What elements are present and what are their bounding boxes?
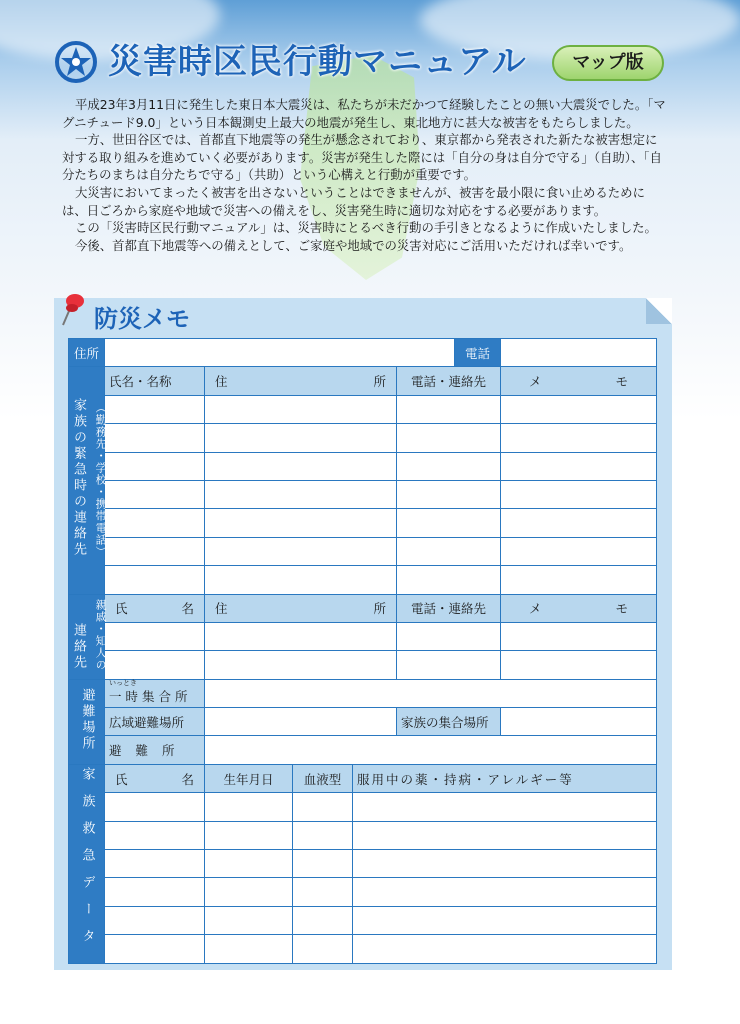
address-cell[interactable] <box>205 537 397 565</box>
table-row <box>69 935 657 963</box>
family-contact-header-row <box>69 367 657 395</box>
col-address-a: 住 <box>215 374 228 390</box>
address-cell[interactable] <box>205 566 397 594</box>
col-address-b: 所 <box>373 601 386 617</box>
blood-type-cell[interactable] <box>293 906 353 934</box>
temporary-assembly-label <box>105 679 205 707</box>
birthdate-cell[interactable] <box>205 906 293 934</box>
memo-cell[interactable] <box>501 480 657 508</box>
col-phone-contact: 電話・連絡先 <box>397 367 501 395</box>
name-cell[interactable] <box>105 622 205 650</box>
name-cell[interactable] <box>105 878 205 906</box>
col-memo <box>501 594 657 622</box>
wide-area-label: 広域避難場所 <box>105 708 205 736</box>
intro-text <box>62 96 666 254</box>
memo-cell[interactable] <box>501 622 657 650</box>
memo-cell[interactable] <box>501 452 657 480</box>
family-data-side-label <box>69 764 105 963</box>
address-cell[interactable] <box>205 480 397 508</box>
col-address <box>205 367 397 395</box>
col-memo <box>501 367 657 395</box>
shelter-field[interactable] <box>205 736 657 764</box>
family-meeting-field[interactable] <box>501 708 657 736</box>
table-row <box>69 424 657 452</box>
medication-cell[interactable] <box>353 935 657 963</box>
address-label: 住所 <box>69 339 105 367</box>
blood-type-cell[interactable] <box>293 793 353 821</box>
medication-cell[interactable] <box>353 878 657 906</box>
table-row <box>69 878 657 906</box>
phone-cell[interactable] <box>397 537 501 565</box>
blood-type-cell[interactable] <box>293 850 353 878</box>
wide-area-row <box>69 708 657 736</box>
col-address-b: 所 <box>373 374 386 390</box>
phone-cell[interactable] <box>397 651 501 679</box>
relatives-header-row <box>69 594 657 622</box>
family-meeting-label: 家族の集合場所 <box>397 708 501 736</box>
col-memo-b: モ <box>615 601 629 617</box>
family-contact-side-text: 家族の緊急時の連絡先 <box>71 398 86 559</box>
table-row <box>69 651 657 679</box>
memo-form-table <box>68 338 657 964</box>
col-name <box>105 764 205 792</box>
temporary-assembly-text: 一時集合所 <box>109 688 192 704</box>
birthdate-cell[interactable] <box>205 821 293 849</box>
map-edition-badge: マップ版 <box>552 45 664 81</box>
birthdate-cell[interactable] <box>205 850 293 878</box>
table-row <box>69 821 657 849</box>
family-data-header-row <box>69 764 657 792</box>
page-curl-decoration <box>646 298 672 324</box>
table-row <box>69 452 657 480</box>
memo-cell[interactable] <box>501 395 657 423</box>
table-row <box>69 480 657 508</box>
col-address <box>205 594 397 622</box>
phone-cell[interactable] <box>397 480 501 508</box>
name-cell[interactable] <box>105 424 205 452</box>
shelter-row <box>69 736 657 764</box>
col-address-a: 住 <box>215 601 228 617</box>
name-cell[interactable] <box>105 395 205 423</box>
col-medication: 服用中の薬・持病・アレルギー等 <box>353 764 657 792</box>
memo-title: 防災メモ <box>94 305 190 333</box>
phone-field[interactable] <box>501 339 657 367</box>
name-cell[interactable] <box>105 480 205 508</box>
page-title: 災害時区民行動マニュアル <box>108 42 527 82</box>
family-contact-side-subtext: （勤務先・学校・携帯電話） <box>94 402 108 559</box>
address-field[interactable] <box>105 339 455 367</box>
name-cell[interactable] <box>105 850 205 878</box>
col-name <box>105 594 205 622</box>
table-row <box>69 566 657 594</box>
medication-cell[interactable] <box>353 793 657 821</box>
relatives-side-label <box>69 594 108 679</box>
col-name-a: 氏 <box>115 601 128 617</box>
phone-cell[interactable] <box>397 452 501 480</box>
name-cell[interactable] <box>105 793 205 821</box>
phone-label: 電話 <box>455 339 501 367</box>
evacuation-side-text: 避難場所 <box>79 687 95 752</box>
temporary-assembly-row <box>69 679 657 707</box>
ward-emblem-icon <box>54 40 98 84</box>
name-cell[interactable] <box>105 651 205 679</box>
memo-cell[interactable] <box>501 651 657 679</box>
name-cell[interactable] <box>105 452 205 480</box>
temporary-assembly-field[interactable] <box>205 679 657 707</box>
name-cell[interactable] <box>105 537 205 565</box>
col-birthdate: 生年月日 <box>205 764 293 792</box>
name-cell[interactable] <box>105 935 205 963</box>
table-row <box>69 509 657 537</box>
col-phone-contact: 電話・連絡先 <box>397 594 501 622</box>
blood-type-cell[interactable] <box>293 821 353 849</box>
relatives-side-sub <box>91 599 109 671</box>
name-cell[interactable] <box>105 821 205 849</box>
table-row <box>69 537 657 565</box>
phone-cell[interactable] <box>397 622 501 650</box>
col-name-org: 氏名・名称 <box>105 367 205 395</box>
blood-type-cell[interactable] <box>293 878 353 906</box>
address-cell[interactable] <box>205 452 397 480</box>
phone-cell[interactable] <box>397 424 501 452</box>
disaster-memo-panel <box>54 298 672 970</box>
intro-paragraph: 大災害においてまったく被害を出さないということはできませんが、被害を最小限に食い止めるためには、日ごろから家庭や地域で災害への備えをし、災害発生時に適切な対応をする必要があります。 <box>62 184 645 218</box>
address-cell[interactable] <box>205 424 397 452</box>
table-row <box>69 906 657 934</box>
relatives-side-text: 連絡先 <box>71 622 86 671</box>
intro-paragraph: この「災害時区民行動マニュアル」は、災害時にとるべき行動の手引きとなるように作成いたしました。 <box>75 220 657 236</box>
family-data-side-text: 家族救急データ <box>79 767 95 957</box>
intro-paragraph: 今後、首都直下地震等への備えとして、ご家庭や地域での災害対応にご活用いただければ幸いです。 <box>75 237 632 253</box>
address-cell[interactable] <box>205 395 397 423</box>
medication-cell[interactable] <box>353 850 657 878</box>
family-contact-side-sub <box>91 402 109 558</box>
phone-cell[interactable] <box>397 509 501 537</box>
birthdate-cell[interactable] <box>205 935 293 963</box>
birthdate-cell[interactable] <box>205 793 293 821</box>
name-cell[interactable] <box>105 566 205 594</box>
col-name-b: 名 <box>181 601 194 617</box>
evacuation-side-label <box>69 679 105 764</box>
col-memo-a: メ <box>529 601 542 617</box>
table-row <box>69 622 657 650</box>
intro-paragraph: 平成23年3月11日に発生した東日本大震災は、私たちが未だかつて経験したことの無い大震災でした。「マグニチュード9.0」という日本観測史上最大の地震が発生し、東北地方に甚大な被害をもたらしました。 <box>62 97 666 130</box>
name-cell[interactable] <box>105 906 205 934</box>
family-contact-side-label <box>69 367 108 594</box>
memo-cell[interactable] <box>501 537 657 565</box>
table-row <box>69 850 657 878</box>
table-row <box>69 395 657 423</box>
phone-cell[interactable] <box>397 566 501 594</box>
shelter-label: 避難所 <box>105 736 205 764</box>
page-header <box>50 38 670 88</box>
col-memo-b: モ <box>615 374 629 390</box>
medication-cell[interactable] <box>353 906 657 934</box>
col-blood-type: 血液型 <box>293 764 353 792</box>
memo-cell[interactable] <box>501 424 657 452</box>
birthdate-cell[interactable] <box>205 878 293 906</box>
phone-cell[interactable] <box>397 395 501 423</box>
temporary-assembly-ruby: いっとき <box>109 678 137 687</box>
blood-type-cell[interactable] <box>293 935 353 963</box>
intro-paragraph: 一方、世田谷区では、首都直下地震等の発生が懸念されており、東京都から発表された新たな被害想定に対する取り組みを進めていく必要があります。災害が発生した際には「自分の身は自分で守る」（自助）、「自分たちのまちは自分たちで守る」（共助）という心構えと行動が重要です。 <box>62 132 662 183</box>
address-cell[interactable] <box>205 651 397 679</box>
memo-cell[interactable] <box>501 566 657 594</box>
pushpin-icon <box>60 291 86 327</box>
wide-area-field[interactable] <box>205 708 397 736</box>
col-memo-a: メ <box>529 374 542 390</box>
memo-cell[interactable] <box>501 509 657 537</box>
medication-cell[interactable] <box>353 821 657 849</box>
address-row <box>69 339 657 367</box>
name-cell[interactable] <box>105 509 205 537</box>
relatives-side-subtext: 親戚・知人の <box>94 598 108 671</box>
col-name-b: 名 <box>181 771 194 787</box>
col-name-a: 氏 <box>115 771 128 787</box>
address-cell[interactable] <box>205 622 397 650</box>
address-cell[interactable] <box>205 509 397 537</box>
table-row <box>69 793 657 821</box>
